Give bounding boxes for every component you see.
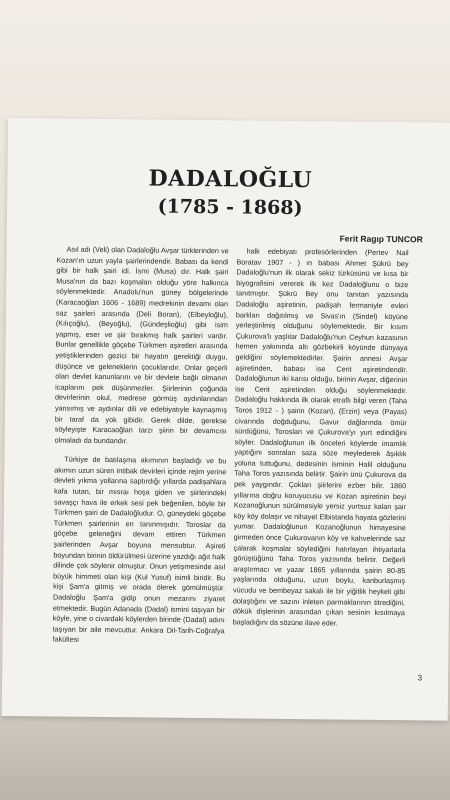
article-years: (1785 - 1868) (157, 195, 303, 220)
right-column (233, 246, 409, 629)
book-page (2, 118, 450, 721)
left-column (52, 245, 228, 648)
paragraph: Asıl adı (Veli) olan Dadaloğlu Avşar türklerinden ve Kozan'ın uzun yayla şairlerindendir. Babası da kendi gibi bir halk şairi idi. İsmi (Musa) dır. Halk şairi Musa'nın da bazı koşmaları olduğu yöre halkınca söylenmektedir. Anadolu'nun güney bölgelerinde (Karacaoğlan 1606 - 1689) medrekinin devamı olan saz şairleri arasında (Deli Boran), (Elbeyloğlu), (Kılıçoğlu), (Beyoğlu), (Gündeşlioğlu) gibi isim yapmış, eser ve şiir bırakmış halk şairleri vardır. Bunlar genellikle göçebe Türkmen aşiretleri arasında yetiştiklerinden gezici bir hayatın gerektiği duygu, düşünce ve geleneklerin çocuklarıdır. Onlar geçerli olan devlet kanunlarını ve bir devlete bağlı olmanın icaplarını pek düşünmezler. Şiirlerinin çoğunda devirlerinin okul, medrese görmüş aydınlarından yansımış ve aydınlar dili ve edebiyatıyle kaynaşmış bir taraf da yok gibidir. Gerek dilde, gerekse söyleyişte Karacaoğlan tarzı şiirin bir devamcısı olmaladı da bundandır. (54, 244, 229, 445)
background-lower (0, 715, 450, 800)
article-author: Ferit Ragıp TUNCOR (339, 233, 423, 245)
paragraph: halk edebiyatı profesörlerinden (Pertev Nail Boratav 1907 - ) ın babası Ahmet Şükrü bey Dadaloğlu'nun ilk olarak sekiz türküsünü ve kısa bir biyografisini vererek ilk kez Dadaloğlunu o bize tanıtmıştır. Şükrü Bey onu tanıtan yazısında Dadaloğlu aşiretinin, padişah fermaniyle evleri barkları dağıtılmış ve Sivas'ın (Sindel) köyüne yerleştirilmiş olduğunu söylemektedir. Bir kısım Çukurova'lı yaşlılar Dadaloğlu'nun Ceyhun kazasının hemen yakınında altı gözbekirli köyünde dünyaya geldiğini söylemektedirler. Şairin annesi Avşar aşiretinden, babası ise Cerit aşiretindendir. Dadaloğlunun iki karısı olduğu, birinin Avşar, diğerinin ise Cerit aşiretinden olduğu söylenmektedir. Dadaloğlu hakkında ilk olarak etraflı bilgi veren (Taha Toros 1912 - ) şairin (Kozan), (Erzin) veya (Payas) civarında doğduğunu, Gavur dağlarında ömür sürdüğünü, Toroslan ve Çukurova'yı yurt edindiğini söyler. Dadaloğlunun ilk önceleri köylerde imamlık yaptığını sonraları saza söze meylederek âşıklık yoluna tuttuğunu, dedesinin isminin Halil olduğunu Taha Toros yazısında belirtir. Şairin ünü Çukurova da pek yaygındır. Çokları şiirlerini ezber bilir. 1860 yıllarına doğru koruyucusu ve Kozan aşiretinin beyi Kozanoğlunun sürülmesiyle yersiz yurtsuz kalan şair köy köy dolaşır ve nihayet Elbistanda hayata gözlerini yumar. Dadaloğlunun Kozanoğlunun himayesine girmeden önce Çukurovanın köy ve kahvelerinde saz çalarak koşmalar söylediğini hatırlayan ihtiyarlarla görüştüğünü Taha Toros yazısında belirtir. Değerli araştırmacı ve yazar 1865 yıllarında şairin 80-85 yaşlarında olduğunu, uzun boylu, kanburlaşmış vücudu ve bembeyaz sakalı ile bir yiğitlik heykeli gibi dolaştığını ve sazını inleten parmaklarının titrediğini, dökük dişlerinin arasından çıkan sesinin kısılmaya başladığını da sözüne ilave eder. (232, 246, 409, 628)
article-title: DADALOĞLU (148, 165, 313, 194)
page-number: 3 (417, 673, 423, 683)
paragraph: Türkiye de batılaşma akımının başladığı ve bu akımın uzun süren intibak devirleri içinde rejim yerine devleti yıkma yollarına saptırdığı yıllarda padişahlara kafa tutan, bir mısraı hoşa giden ve şiirlerindeki savaşçı hava ile erkek sesi pek beğenilen, böyle bir Türkmen şairi de Dadaloğludur. O, güneydeki göçebe Türkmen şairlerinin en tanınmışıdır. Toroslar da göçebe geleneğini devam ettiren Türkmen şairlerinden Avşar boyuna mensubtur. Aşireti boyundan birinin öldürülmesi üzerine yazdığı ağıt halk dilinde çok söylenir olmuştur. Onun yetişmesinde asıl büyük himmeti olan kişi (Kul Yusuf) isimli biridir. Bu kişi Şam'a gitmiş ve orada ölerek gömülmüştür. Dadaloğlu Şam'a gidip onun mezarını ziyaret etmektedir. Bugün Adanada (Dadal) ismini taşıyan bir köyle, yine o civardaki köylerden birinde (Dadal) adını taşıyan bir aile mevcuttur. Ankara Dil-Tarih-Coğrafya fakültesi (52, 454, 227, 645)
